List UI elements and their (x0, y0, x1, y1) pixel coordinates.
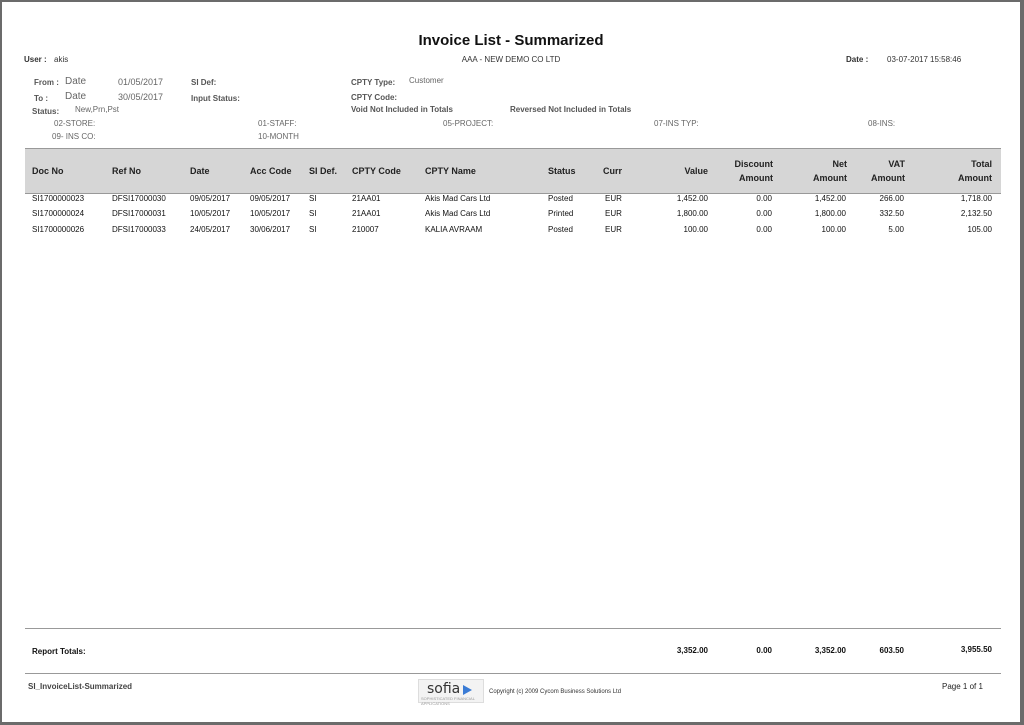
totals-divider (25, 628, 1001, 629)
total-discount: 0.00 (756, 646, 772, 655)
footer-divider (25, 673, 1001, 674)
si-def-label: SI Def: (191, 78, 217, 87)
col-discount-2: Amount (739, 173, 773, 183)
to-type: Date (65, 91, 87, 102)
report-name: SI_InvoiceList-Summarized (28, 682, 133, 691)
cell-cpty-code: 21AA01 (352, 209, 381, 218)
analysis-ins: 08-INS: (868, 119, 896, 128)
logo-arrow-icon (463, 685, 472, 695)
analysis-ins-co: 09- INS CO: (52, 132, 96, 141)
cell-acc-code: 10/05/2017 (250, 209, 291, 218)
col-cpty-name: CPTY Name (425, 166, 476, 176)
cell-acc-code: 09/05/2017 (250, 194, 291, 203)
col-cpty-code: CPTY Code (352, 166, 401, 176)
to-value: 30/05/2017 (118, 92, 164, 102)
report-page (2, 2, 1020, 722)
cell-vat: 5.00 (888, 225, 904, 234)
cell-net: 1,800.00 (814, 209, 846, 218)
to-label: To : (34, 94, 49, 103)
cell-value: 100.00 (683, 225, 708, 234)
cpty-type-label: CPTY Type: (351, 78, 396, 87)
analysis-store: 02-STORE: (54, 119, 96, 128)
cell-status: Posted (548, 194, 573, 203)
cell-ref-no: DFSI17000031 (112, 209, 166, 218)
copyright: Copyright (c) 2009 Cycom Business Solutions Ltd (489, 689, 622, 695)
col-discount-1: Discount (734, 159, 773, 169)
user-label: User : (24, 55, 47, 64)
cell-discount: 0.00 (756, 225, 772, 234)
analysis-month: 10-MONTH (258, 132, 299, 141)
col-total-1: Total (971, 159, 992, 169)
cell-net: 1,452.00 (814, 194, 846, 203)
cell-value: 1,800.00 (676, 209, 708, 218)
cell-total: 1,718.00 (960, 194, 992, 203)
cell-vat: 266.00 (879, 194, 904, 203)
totals-label: Report Totals: (32, 647, 86, 656)
col-date: Date (190, 166, 210, 176)
cell-si-def: SI (309, 225, 317, 234)
total-vat: 603.50 (879, 646, 904, 655)
reversed-note: Reversed Not Included in Totals (510, 105, 632, 114)
total-value: 3,352.00 (676, 646, 708, 655)
status-label: Status: (32, 107, 60, 116)
col-status: Status (548, 166, 576, 176)
from-label: From : (34, 78, 59, 87)
cell-date: 09/05/2017 (190, 194, 231, 203)
cell-si-def: SI (309, 209, 317, 218)
col-curr: Curr (603, 166, 623, 176)
report-date: 03-07-2017 (887, 55, 928, 64)
status-value: New,Prn,Pst (75, 105, 120, 114)
date-label: Date : (846, 55, 869, 64)
col-acc-code: Acc Code (250, 166, 292, 176)
cell-cpty-name: Akis Mad Cars Ltd (425, 194, 491, 203)
analysis-staff: 01-STAFF: (258, 119, 297, 128)
analysis-project: 05-PROJECT: (443, 119, 494, 128)
cell-status: Posted (548, 225, 573, 234)
from-value: 01/05/2017 (118, 77, 164, 87)
cell-cpty-name: Akis Mad Cars Ltd (425, 209, 491, 218)
cell-total: 2,132.50 (960, 209, 992, 218)
table-header (25, 148, 1001, 194)
cell-doc-no: SI1700000024 (32, 209, 85, 218)
col-net-1: Net (832, 159, 847, 169)
input-status-label: Input Status: (191, 94, 240, 103)
col-ref-no: Ref No (112, 166, 141, 176)
col-vat-1: VAT (888, 159, 905, 169)
page-number: Page 1 of 1 (942, 682, 983, 691)
cell-total: 105.00 (967, 225, 992, 234)
report-title: Invoice List - Summarized (418, 32, 604, 49)
report-time: 15:58:46 (930, 55, 962, 64)
logo-subtitle: SOPHISTICATED FINANCIAL APPLICATIONS (421, 696, 475, 706)
cell-date: 10/05/2017 (190, 209, 231, 218)
cell-cpty-name: KALIA AVRAAM (425, 225, 483, 234)
sofia-logo (418, 679, 484, 706)
cell-ref-no: DFSI17000033 (112, 225, 166, 234)
user-value: akis (54, 55, 69, 64)
cell-status: Printed (548, 209, 574, 218)
cell-date: 24/05/2017 (190, 225, 231, 234)
void-note: Void Not Included in Totals (351, 105, 453, 114)
cpty-type-value: Customer (409, 76, 444, 85)
col-doc-no: Doc No (32, 166, 64, 176)
cell-doc-no: SI1700000023 (32, 194, 85, 203)
cell-discount: 0.00 (756, 209, 772, 218)
total-net: 3,352.00 (814, 646, 846, 655)
col-net-2: Amount (813, 173, 847, 183)
analysis-ins-typ: 07-INS TYP: (654, 119, 699, 128)
total-amount: 3,955.50 (960, 645, 992, 654)
cell-net: 100.00 (821, 225, 846, 234)
cell-curr: EUR (605, 209, 622, 218)
cell-acc-code: 30/06/2017 (250, 225, 291, 234)
cell-curr: EUR (605, 194, 622, 203)
cell-ref-no: DFSI17000030 (112, 194, 166, 203)
cell-vat: 332.50 (879, 209, 904, 218)
cpty-code-label: CPTY Code: (351, 93, 398, 102)
cell-value: 1,452.00 (676, 194, 708, 203)
col-value: Value (684, 166, 708, 176)
cell-doc-no: SI1700000026 (32, 225, 85, 234)
col-vat-2: Amount (871, 173, 905, 183)
cell-discount: 0.00 (756, 194, 772, 203)
cell-si-def: SI (309, 194, 317, 203)
company-name: AAA - NEW DEMO CO LTD (461, 55, 561, 64)
cell-curr: EUR (605, 225, 622, 234)
col-si-def: SI Def. (309, 166, 338, 176)
cell-cpty-code: 210007 (352, 225, 379, 234)
from-type: Date (65, 76, 87, 87)
col-total-2: Amount (958, 173, 992, 183)
logo-text: sofia (427, 681, 461, 697)
cell-cpty-code: 21AA01 (352, 194, 381, 203)
